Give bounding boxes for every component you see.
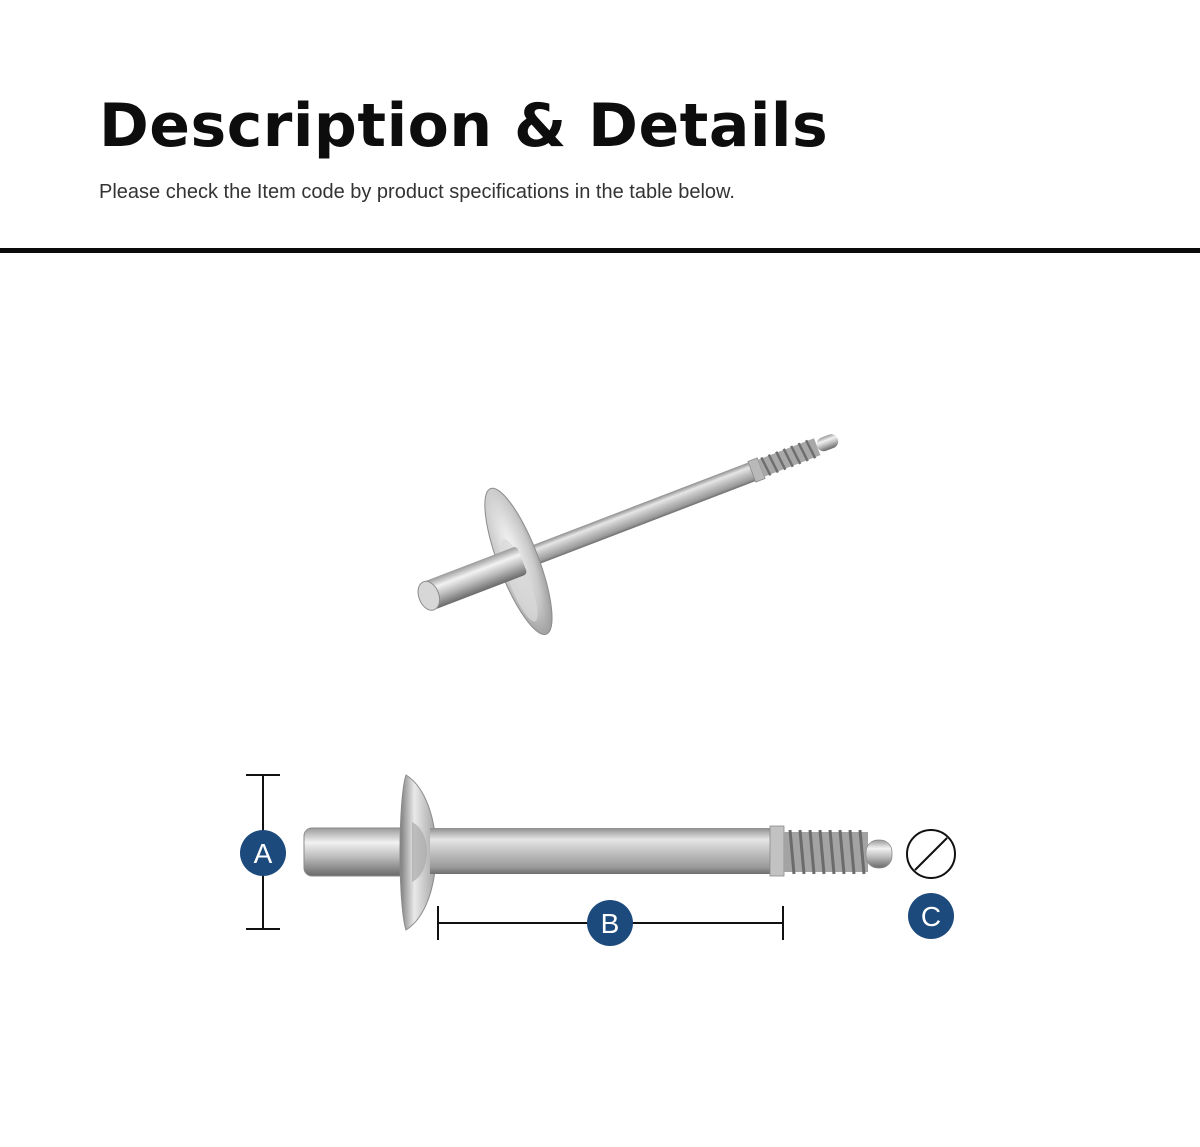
header-divider [0,248,1200,253]
dimension-b-label: B [600,908,620,939]
dimension-c-label: C [920,901,942,932]
page-title: Description & Details [99,91,829,161]
dimension-c-badge [908,893,954,939]
product-illustration [0,254,1200,1147]
product-photo [392,366,866,672]
dimension-b-badge [587,900,633,946]
dimension-a-label: A [253,838,273,869]
photo-thread [758,437,821,477]
page-header [0,0,1200,254]
dimension-a-badge [240,830,286,876]
thread-section [784,830,868,874]
diameter-icon [907,830,955,878]
page-subtitle: Please check the Item code by product specifications in the table below. [99,181,735,203]
dimension-drawing [246,775,892,940]
